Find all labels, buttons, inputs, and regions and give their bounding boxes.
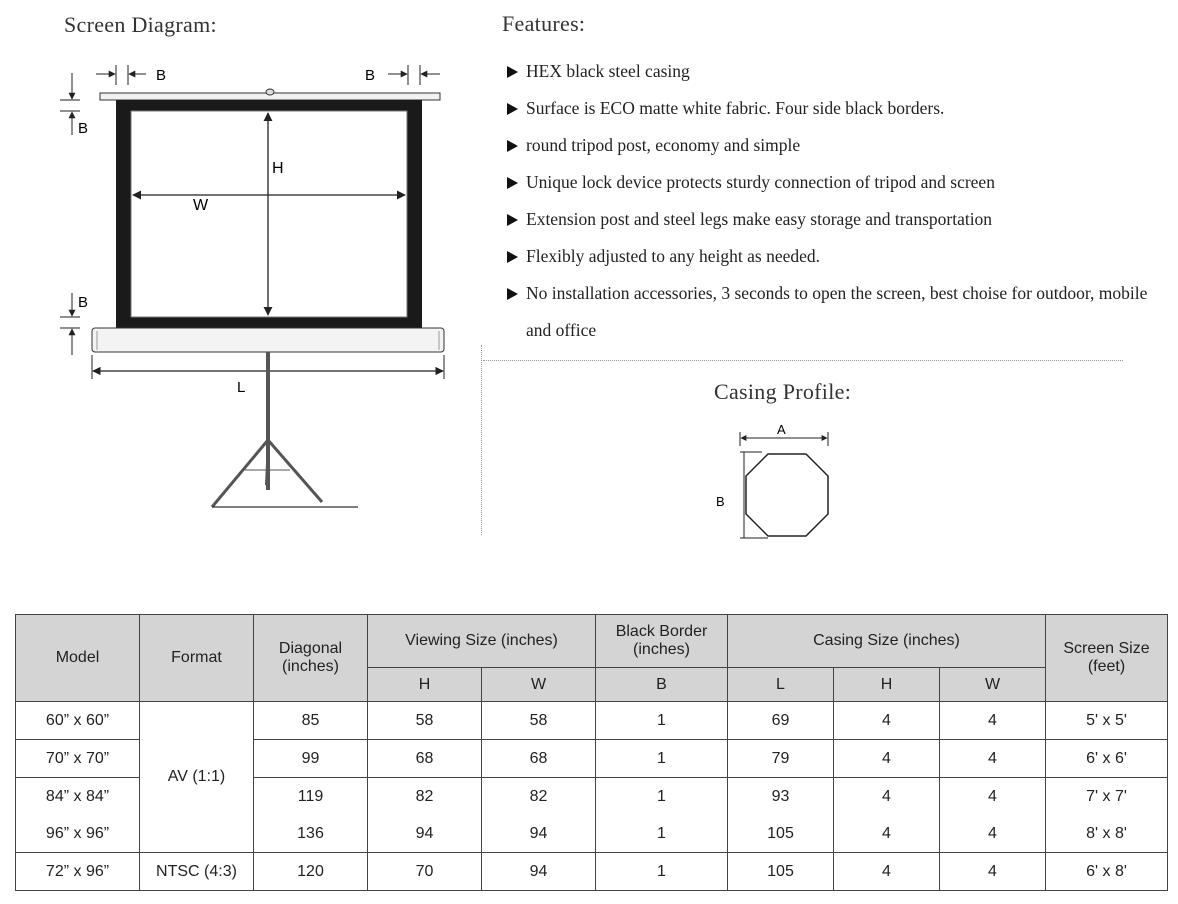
cell-casing-w: 4	[940, 740, 1046, 778]
screen-surface	[131, 111, 407, 317]
cell-format: NTSC (4:3)	[140, 853, 254, 891]
casing-profile-title: Casing Profile:	[714, 379, 852, 404]
casing-knob	[266, 89, 274, 95]
label-l: L	[237, 379, 246, 396]
header-casing-h: H	[834, 668, 940, 702]
cell-casing-l: 79	[728, 740, 834, 778]
header-viewing-h: H	[368, 668, 482, 702]
cell-viewing-h: 68	[368, 740, 482, 778]
features-list	[505, 53, 1175, 349]
cell-viewing-w: 68	[482, 740, 596, 778]
triangle-bullet-icon	[507, 103, 518, 115]
cell-diagonal: 99	[254, 740, 368, 778]
cell-diagonal: 120	[254, 853, 368, 891]
table-row	[16, 702, 1168, 740]
cell-screen-size: 8' x 8'	[1046, 815, 1168, 853]
label-b-left-bottom: B	[78, 294, 89, 311]
bottom-casing	[92, 328, 444, 352]
cell-viewing-h: 58	[368, 702, 482, 740]
feature-item: Unique lock device protects sturdy connection of tripod and screen	[505, 164, 1175, 201]
cell-border: 1	[596, 815, 728, 853]
feature-item: HEX black steel casing	[505, 53, 1175, 90]
triangle-bullet-icon	[507, 251, 518, 263]
cell-casing-h: 4	[834, 815, 940, 853]
cell-border: 1	[596, 740, 728, 778]
label-a: A	[777, 422, 786, 437]
cell-casing-l: 105	[728, 815, 834, 853]
tripod-leg-right	[268, 440, 322, 502]
tripod-leg-left	[212, 440, 268, 507]
specs-table	[15, 614, 1168, 891]
triangle-bullet-icon	[507, 288, 518, 300]
cell-casing-w: 4	[940, 778, 1046, 816]
header-model: Model	[16, 615, 140, 702]
triangle-bullet-icon	[507, 66, 518, 78]
table-row	[16, 853, 1168, 891]
cell-screen-size: 7' x 7'	[1046, 778, 1168, 816]
screen-diagram	[40, 55, 460, 515]
cell-casing-l: 105	[728, 853, 834, 891]
cell-border: 1	[596, 702, 728, 740]
cell-casing-l: 69	[728, 702, 834, 740]
header-screen-size: Screen Size (feet)	[1046, 615, 1168, 702]
cell-viewing-w: 94	[482, 815, 596, 853]
features-title: Features:	[502, 11, 586, 36]
feature-item: No installation accessories, 3 seconds to open the screen, best choise for outdoor, mobile and office	[505, 275, 1175, 349]
cell-casing-w: 4	[940, 815, 1046, 853]
cell-casing-w: 4	[940, 702, 1046, 740]
cell-casing-l: 93	[728, 778, 834, 816]
cell-format: AV (1:1)	[140, 702, 254, 853]
cell-model: 72” x 96”	[16, 853, 140, 891]
header-black-border: Black Border (inches)	[596, 615, 728, 668]
cell-viewing-h: 70	[368, 853, 482, 891]
header-format: Format	[140, 615, 254, 702]
cell-viewing-w: 82	[482, 778, 596, 816]
feature-item: round tripod post, economy and simple	[505, 127, 1175, 164]
header-border-b: B	[596, 668, 728, 702]
cell-casing-h: 4	[834, 740, 940, 778]
cell-model: 96” x 96”	[16, 815, 140, 853]
cell-model: 84” x 84”	[16, 778, 140, 816]
triangle-bullet-icon	[507, 214, 518, 226]
header-casing-l: L	[728, 668, 834, 702]
label-b: B	[716, 494, 725, 509]
feature-item: Extension post and steel legs make easy storage and transportation	[505, 201, 1175, 238]
screen-diagram-title: Screen Diagram:	[64, 12, 217, 37]
cell-viewing-h: 82	[368, 778, 482, 816]
octagon-casing-shape	[746, 454, 828, 536]
cell-diagonal: 85	[254, 702, 368, 740]
cell-screen-size: 6' x 6'	[1046, 740, 1168, 778]
cell-viewing-h: 94	[368, 815, 482, 853]
cell-casing-h: 4	[834, 702, 940, 740]
divider-vertical	[481, 345, 482, 535]
cell-border: 1	[596, 778, 728, 816]
cell-viewing-w: 94	[482, 853, 596, 891]
header-viewing-w: W	[482, 668, 596, 702]
cell-casing-h: 4	[834, 853, 940, 891]
cell-screen-size: 5' x 5'	[1046, 702, 1168, 740]
cell-casing-h: 4	[834, 778, 940, 816]
triangle-bullet-icon	[507, 177, 518, 189]
cell-viewing-w: 58	[482, 702, 596, 740]
divider-horizontal	[483, 360, 1123, 361]
cell-model: 60” x 60”	[16, 702, 140, 740]
feature-item: Flexibly adjusted to any height as needed.	[505, 238, 1175, 275]
header-casing-w: W	[940, 668, 1046, 702]
label-b-top-right: B	[365, 67, 376, 84]
label-h: H	[272, 160, 284, 177]
header-casing-size: Casing Size (inches)	[728, 615, 1046, 668]
cell-casing-w: 4	[940, 853, 1046, 891]
cell-screen-size: 6' x 8'	[1046, 853, 1168, 891]
feature-item: Surface is ECO matte white fabric. Four side black borders.	[505, 90, 1175, 127]
label-w: W	[193, 197, 209, 214]
cell-border: 1	[596, 853, 728, 891]
triangle-bullet-icon	[507, 140, 518, 152]
cell-model: 70” x 70”	[16, 740, 140, 778]
label-b-left-top: B	[78, 120, 89, 137]
header-viewing-size: Viewing Size (inches)	[368, 615, 596, 668]
cell-diagonal: 119	[254, 778, 368, 816]
casing-profile-diagram	[700, 418, 850, 548]
cell-diagonal: 136	[254, 815, 368, 853]
label-b-top-left: B	[156, 67, 167, 84]
header-diagonal: Diagonal (inches)	[254, 615, 368, 702]
